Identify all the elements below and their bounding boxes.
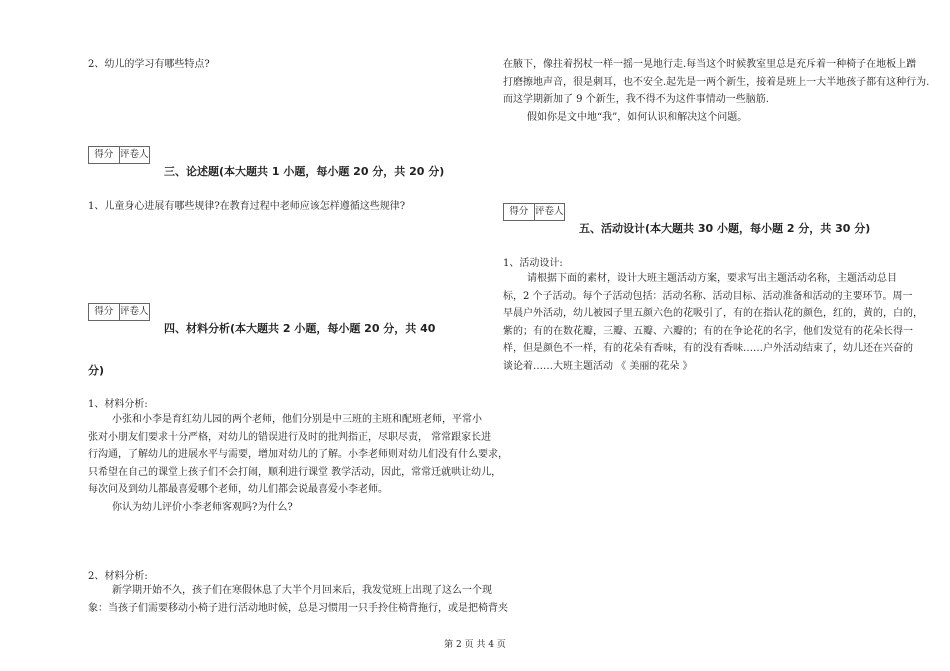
score-cell: 得分: [509, 206, 529, 217]
paragraph-line: 只希望在自己的课堂上孩子们不会打闹，顺利进行课堂 教学活动，因此，常常迁就哄让幼儿，: [88, 466, 502, 478]
page-number-footer: 第 2 页 共 4 页: [444, 640, 506, 650]
paragraph-line: 样，但是颜色不一样，有的花朵有香味，有的没有香味……户外活动结束了，幼儿还在兴奋的: [503, 343, 913, 354]
activity-1-label: 1、活动设计:: [503, 258, 563, 269]
material-2-paragraph: [88, 582, 508, 617]
paragraph-line: 早晨户外活动，幼儿被园子里五颜六色的花吸引了，有的在指认花的颜色，红的，黄的，白的，: [503, 308, 923, 319]
paragraph-line: 在腋下，像拄着拐杖一样一摇一晃地行走.每当这个时候教室里总是充斥着一种椅子在地板上蹭: [503, 59, 917, 70]
grader-cell: 评卷人: [119, 304, 150, 320]
score-box-section-3: [88, 146, 150, 164]
paragraph-line: 标，2 个子活动。每个子活动包括：活动名称、活动目标、活动准备和活动的主要环节。周一: [503, 290, 913, 302]
section-3-question-1: 1、儿童身心进展有哪些规律?在教育过程中老师应该怎样遵循这些规律?: [88, 201, 406, 212]
score-box-section-4: [88, 303, 150, 321]
material-2-label: 2、材料分析:: [88, 571, 148, 582]
paragraph-line: 张对小朋友们要求十分严格，对幼儿的错误进行及时的批判指正，尽职尽责， 常常跟家长进: [88, 431, 492, 443]
score-cell: 得分: [94, 306, 114, 317]
paragraph-line: 请根据下面的素材，设计大班主题活动方案，要求写出主题活动名称，主题活动总目: [527, 273, 897, 284]
paragraph-line: 新学期开始不久，孩子们在寒假休息了大半个月回来后，我发觉班上出现了这么一个现: [112, 585, 492, 596]
activity-1-paragraph: [503, 270, 923, 375]
paragraph-line: 小张和小李是育红幼儿园的两个老师，他们分别是中三班的主班和配班老师，平常小: [112, 414, 482, 425]
section-3-title: 三、论述题(本大题共 1 小题，每小题 20 分，共 20 分): [164, 165, 445, 178]
paragraph-line: 而这学期新加了 9 个新生，我不得不为这件事情动一些脑筋.: [503, 94, 769, 105]
paragraph-line: 打磨擦地声音，很是刺耳，也不安全.起先是一两个新生，接着是班上一大半地孩子都有这种行为.: [503, 76, 930, 88]
paragraph-line: 紫的；有的在数花瓣，三瓣、五瓣、六瓣的；有的在争论花的名字，他们发觉有的花朵长得一: [503, 325, 913, 337]
score-cell: 得分: [94, 149, 114, 160]
paragraph-line: 行沟通，了解幼儿的进展水平与需要，增加对幼儿的了解。小李老师则对幼儿们没有什么要求，: [88, 449, 508, 460]
section-5-title: 五、活动设计(本大题共 30 小题，每小题 2 分，共 30 分): [579, 222, 871, 235]
paragraph-line: 每次问及到幼儿都最喜爱哪个老师，幼儿们都会说最喜爱小李老师。: [88, 484, 388, 495]
section-4-title-line-2: 分): [88, 364, 105, 377]
grader-cell: 评卷人: [534, 204, 565, 220]
paragraph-line: 谈论着……大班主题活动 《 美丽的花朵 》: [503, 360, 693, 372]
grader-cell: 评卷人: [119, 147, 150, 163]
material-2-continued: [503, 56, 930, 126]
material-1-paragraph: [88, 411, 508, 516]
material-1-label: 1、材料分析:: [88, 399, 148, 410]
section-4-title-line-1: 四、材料分析(本大题共 2 小题，每小题 20 分，共 40: [164, 322, 436, 335]
material-2-question: 假如你是文中地“我”，如何认识和解决这个问题。: [527, 111, 748, 123]
question-2-text: 2、幼儿的学习有哪些特点?: [88, 59, 210, 70]
material-1-question: 你认为幼儿评价小李老师客观吗?为什么?: [112, 501, 293, 513]
paragraph-line: 象：当孩子们需要移动小椅子进行活动地时候，总是习惯用一只手拎住椅背拖行，或是把椅背夹: [88, 602, 508, 614]
score-box-section-5: [503, 203, 565, 221]
